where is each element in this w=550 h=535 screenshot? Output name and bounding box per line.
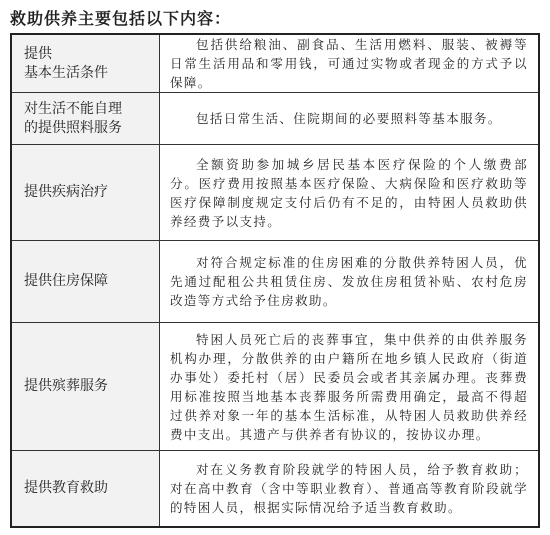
description-cell: 全额资助参加城乡居民基本医疗保险的个人缴费部分。医疗费用按照基本医疗保险、大病保险和医疗救助等医疗保障制度规定支付后仍有不足的，由特困人员救助供养经费予以支持。 (160, 145, 540, 241)
category-cell (11, 241, 160, 323)
description-cell: 特困人员死亡后的丧葬事宜，集中供养的由供养服务机构办理，分散供养的由户籍所在地乡镇人民政府（街道办事处）委托村（居）民委员会或者其亲属办理。丧葬费用标准按照当地基本丧葬服务所需费用确定，最高不得超过供养对象一年的基本生活标准，从特困人员救助供养经费中支出。其遗产与供养者有协议的，按协议办理。 (160, 323, 540, 451)
table-row-funeral (11, 323, 539, 451)
category-cell (11, 34, 160, 93)
description-cell: 包括供给粮油、副食品、生活用燃料、服装、被褥等日常生活用品和零用钱，可通过实物或者现金的方式予以保障。 (160, 34, 540, 93)
category-label: 对生活不能自理 (24, 100, 122, 117)
category-cell (11, 93, 160, 145)
category-label: 提供住房保障 (24, 273, 108, 289)
table-row-medical (11, 145, 539, 241)
category-label: 提供教育救助 (24, 479, 108, 496)
table-row-care-service (11, 93, 539, 145)
description-cell: 对在义务教育阶段就学的特困人员，给予教育救助；对在高中教育（含中等职业教育）、普通高等教育阶段就学的特困人员，根据实际情况给予适当教育救助。 (160, 451, 540, 527)
category-cell (11, 145, 160, 241)
category-cell (11, 323, 160, 451)
category-label: 提供 (24, 45, 52, 62)
category-label: 的提供照料服务 (24, 119, 122, 136)
support-content-table (10, 33, 540, 528)
category-label: 提供殡葬服务 (24, 378, 108, 394)
page-title: 救助供养主要包括以下内容： (10, 9, 232, 28)
table-row-basic-living (11, 34, 539, 93)
category-cell (11, 451, 160, 527)
category-label: 基本生活条件 (24, 64, 108, 81)
category-label: 提供疾病治疗 (24, 184, 108, 200)
table-row-housing (11, 241, 539, 323)
description-cell: 包括日常生活、住院期间的必要照料等基本服务。 (160, 93, 540, 145)
description-cell: 对符合规定标准的住房困难的分散供养特困人员，优先通过配租公共租赁住房、发放住房租赁补贴、农村危房改造等方式给予住房救助。 (160, 241, 540, 323)
table-row-education (11, 451, 539, 527)
